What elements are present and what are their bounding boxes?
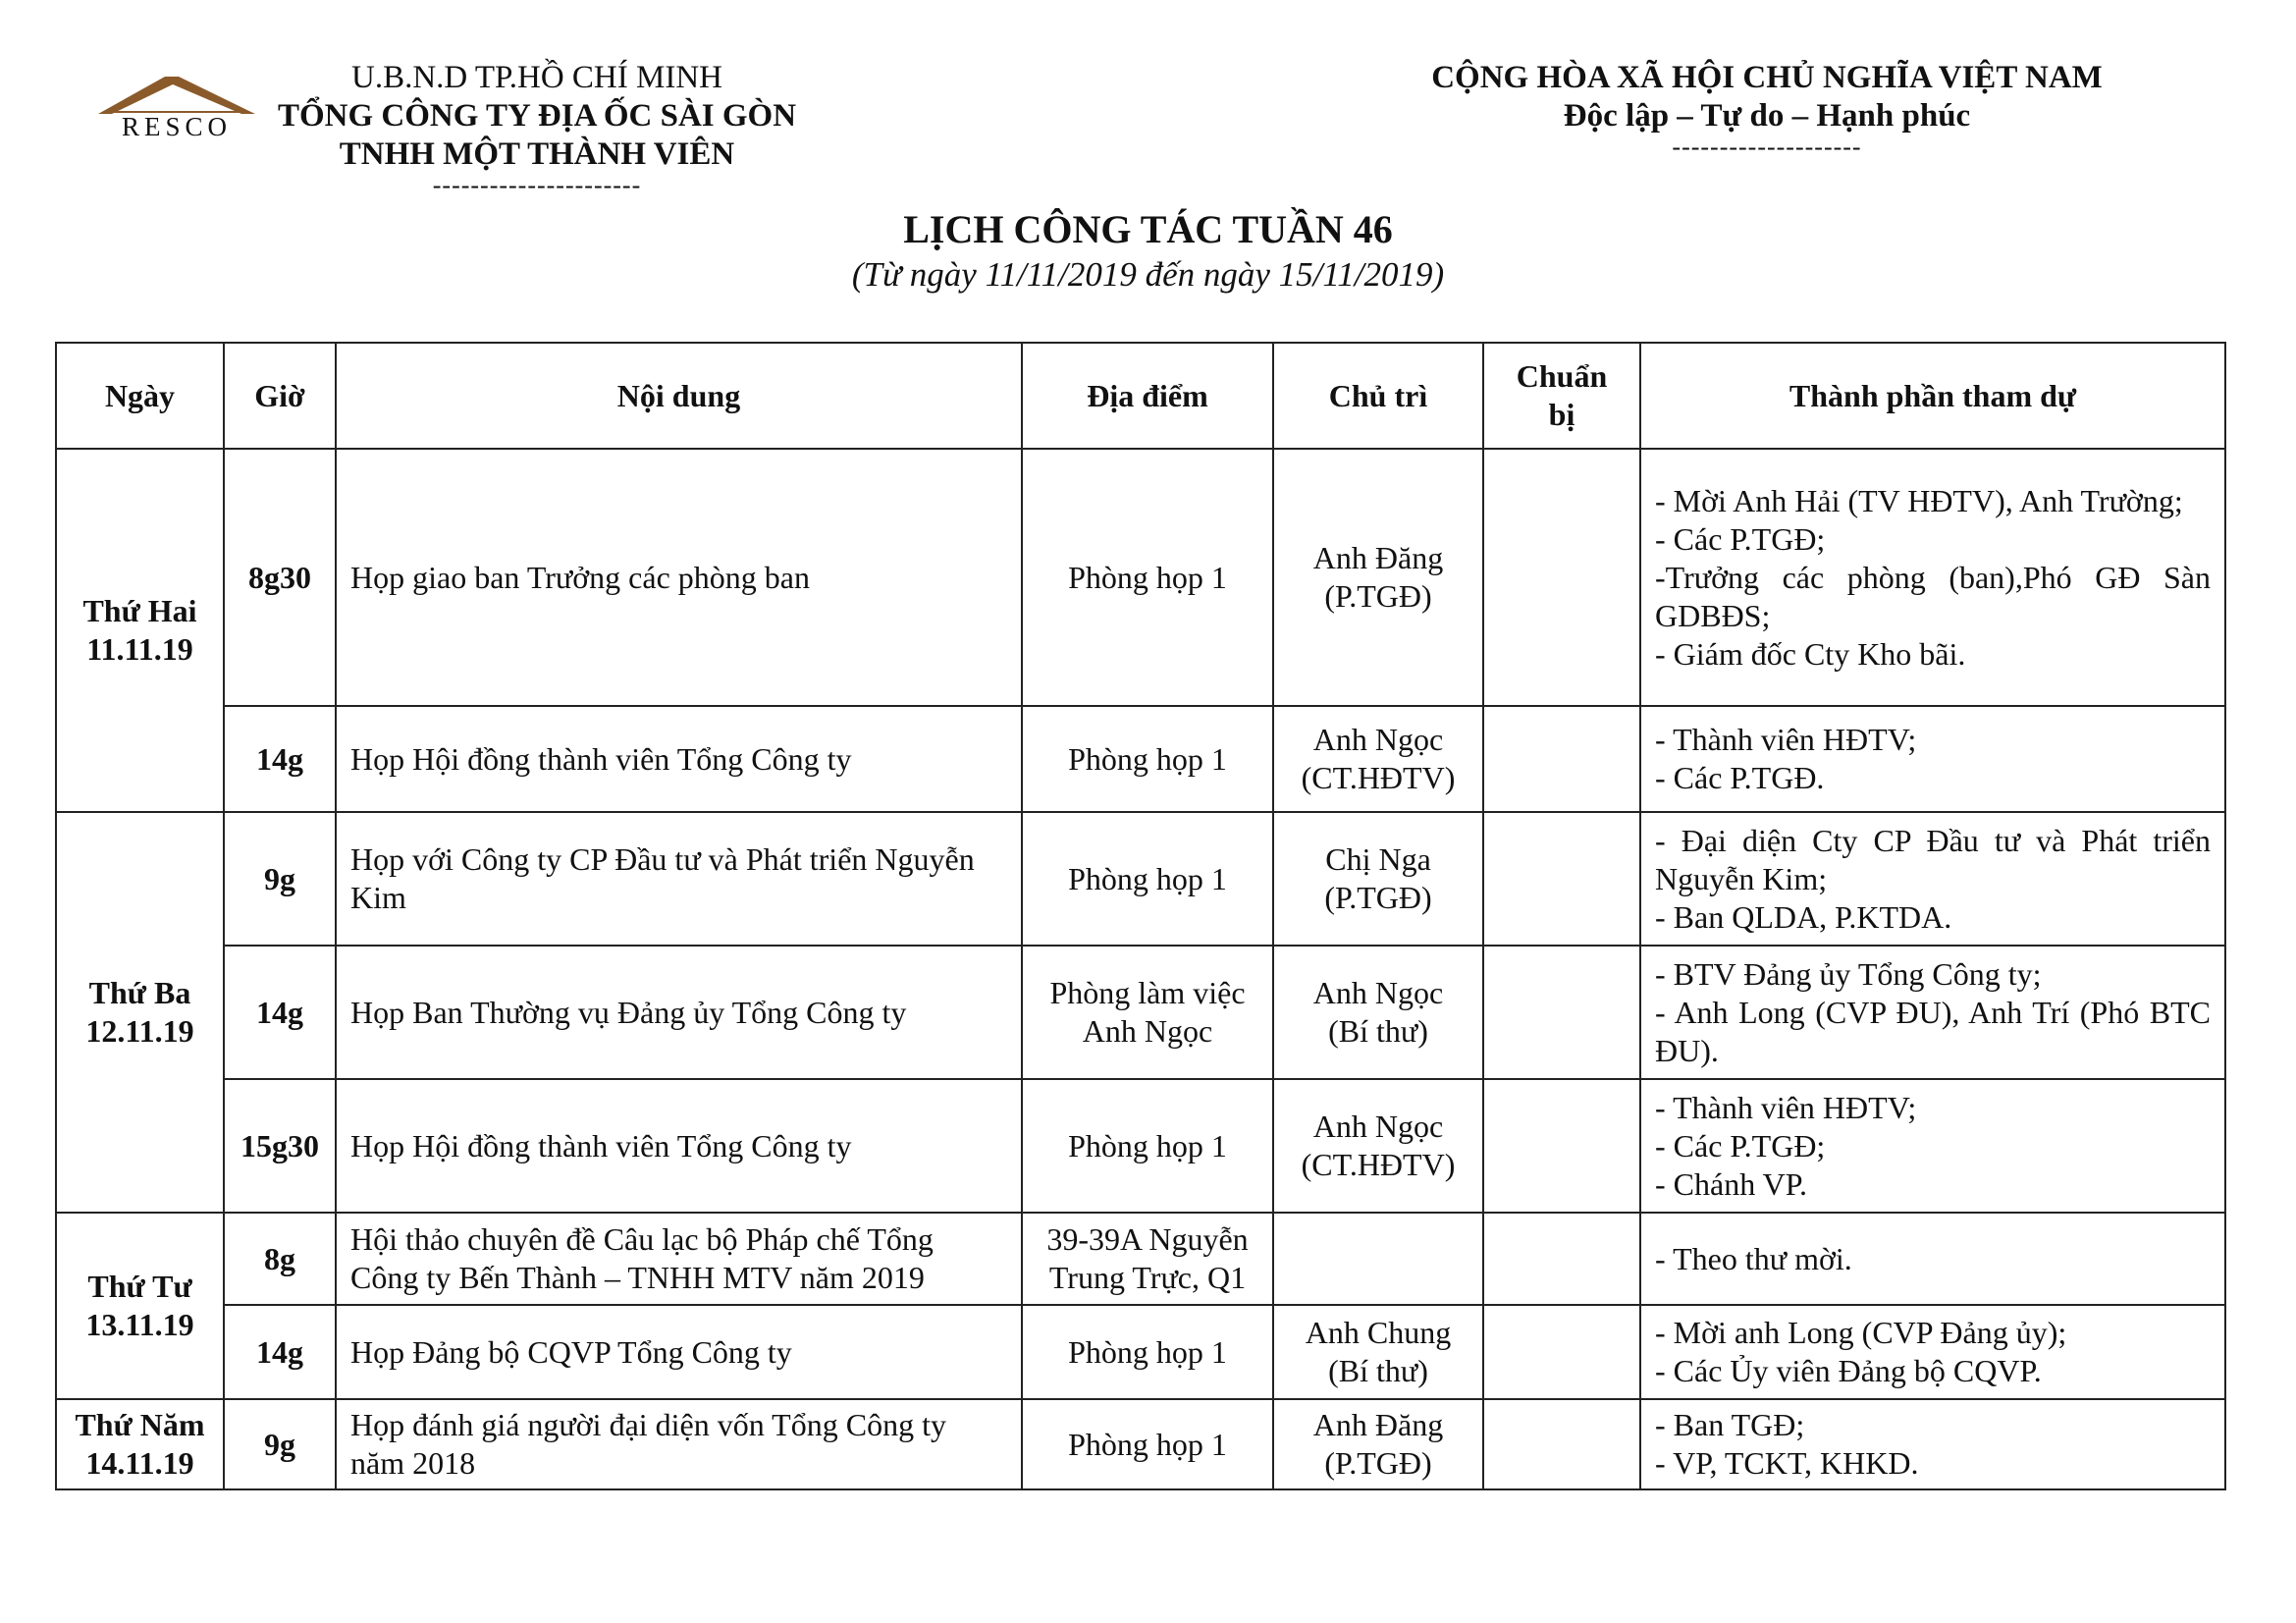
location-cell: Phòng làm việc Anh Ngọc [1022, 946, 1273, 1079]
time-cell: 9g [224, 1399, 336, 1489]
attendee-line: - Các P.TGĐ; [1655, 520, 1826, 557]
time-cell: 14g [224, 706, 336, 812]
content-cell: Hội thảo chuyên đề Câu lạc bộ Pháp chế Tổng Công ty Bến Thành – TNHH MTV năm 2019 [336, 1213, 1022, 1305]
company-logo [94, 73, 259, 141]
attendee-line: - Thành viên HĐTV; [1655, 722, 1917, 757]
time-cell: 9g [224, 812, 336, 946]
host-cell [1273, 1079, 1483, 1213]
prep-cell [1483, 449, 1640, 706]
time-cell: 8g [224, 1213, 336, 1305]
prep-cell [1483, 1305, 1640, 1399]
day-cell [56, 1399, 224, 1489]
table-row [56, 449, 2225, 706]
attendees-cell [1640, 1079, 2225, 1213]
day-date: 11.11.19 [86, 631, 193, 667]
document-subtitle: (Từ ngày 11/11/2019 đến ngày 15/11/2019) [851, 255, 1445, 294]
host-role: (CT.HĐTV) [1301, 1147, 1456, 1182]
location-cell: Phòng họp 1 [1022, 812, 1273, 946]
attendee-line: - Các P.TGĐ. [1655, 760, 1825, 795]
host-name: Anh Đăng [1312, 1407, 1444, 1442]
location-cell: Phòng họp 1 [1022, 1399, 1273, 1489]
prep-cell [1483, 1079, 1640, 1213]
host-name: Anh Ngọc [1312, 1109, 1444, 1144]
location-cell: Phòng họp 1 [1022, 1079, 1273, 1213]
location-cell: Phòng họp 1 [1022, 706, 1273, 812]
day-cell [56, 449, 224, 812]
host-cell [1273, 1213, 1483, 1305]
attendee-line: - Ban TGĐ; [1655, 1407, 1805, 1442]
host-role: (P.TGĐ) [1324, 578, 1432, 614]
roof-logo-icon [94, 73, 259, 116]
day-name: Thứ Tư [87, 1269, 192, 1304]
nation-line-1: CỘNG HÒA XÃ HỘI CHỦ NGHĨA VIỆT NAM [1431, 60, 2103, 95]
attendee-line: - Ban QLDA, P.KTDA. [1655, 898, 1952, 935]
day-name: Thứ Năm [75, 1407, 205, 1442]
prep-cell [1483, 812, 1640, 946]
day-date: 13.11.19 [85, 1307, 194, 1342]
location-cell: Phòng họp 1 [1022, 449, 1273, 706]
table-row [56, 946, 2225, 1079]
column-header-location: Địa điểm [1022, 343, 1273, 449]
attendees-cell [1640, 1399, 2225, 1489]
prep-cell [1483, 946, 1640, 1079]
org-line-1: U.B.N.D TP.HỒ CHÍ MINH [350, 60, 722, 95]
table-row [56, 1213, 2225, 1305]
nation-line-2: Độc lập – Tự do – Hạnh phúc [1563, 98, 1971, 134]
day-date: 12.11.19 [85, 1013, 194, 1049]
attendees-cell [1640, 1213, 2225, 1305]
host-cell [1273, 1305, 1483, 1399]
location-cell: 39-39A Nguyễn Trung Trực, Q1 [1022, 1213, 1273, 1305]
host-cell [1273, 946, 1483, 1079]
host-role: (Bí thư) [1328, 1353, 1428, 1388]
attendee-line: - Giám đốc Cty Kho bãi. [1655, 635, 1966, 672]
prep-cell [1483, 706, 1640, 812]
column-header-content: Nội dung [336, 343, 1022, 449]
time-cell: 14g [224, 946, 336, 1079]
org-line-3: TNHH MỘT THÀNH VIÊN [339, 136, 735, 172]
weekly-schedule-table [55, 342, 2226, 1490]
attendee-line: - Các P.TGĐ; [1655, 1127, 1826, 1163]
column-header-day: Ngày [56, 343, 224, 449]
host-role: (Bí thư) [1328, 1013, 1428, 1049]
day-date: 14.11.19 [85, 1445, 194, 1481]
host-role: (P.TGĐ) [1324, 1445, 1432, 1481]
attendees-cell [1640, 706, 2225, 812]
content-cell: Họp đánh giá người đại diện vốn Tổng Công ty năm 2018 [336, 1399, 1022, 1489]
host-cell [1273, 812, 1483, 946]
attendee-line: - Chánh VP. [1655, 1165, 1807, 1202]
column-header-attendees: Thành phần tham dự [1640, 343, 2225, 449]
host-name: Chị Nga [1325, 841, 1431, 877]
table-row [56, 706, 2225, 812]
column-header-host: Chủ trì [1273, 343, 1483, 449]
content-cell: Họp Đảng bộ CQVP Tổng Công ty [336, 1305, 1022, 1399]
host-name: Anh Đăng [1312, 540, 1444, 575]
attendee-line: - Theo thư mời. [1655, 1240, 1852, 1276]
content-cell: Họp Hội đồng thành viên Tổng Công ty [336, 1079, 1022, 1213]
org-divider: ---------------------- [432, 171, 642, 199]
content-cell: Họp giao ban Trưởng các phòng ban [336, 449, 1022, 706]
day-name: Thứ Ba [88, 975, 191, 1010]
attendee-line: - Các Ủy viên Đảng bộ CQVP. [1655, 1353, 2042, 1388]
content-cell: Họp với Công ty CP Đầu tư và Phát triển Nguyễn Kim [336, 812, 1022, 946]
attendee-line: - VP, TCKT, KHKD. [1655, 1445, 1919, 1481]
table-row [56, 1399, 2225, 1489]
prep-cell [1483, 1399, 1640, 1489]
prep-cell [1483, 1213, 1640, 1305]
national-motto-header [1276, 59, 2258, 159]
attendee-line: - Mời anh Long (CVP Đảng ủy); [1655, 1315, 2067, 1350]
host-name: Anh Ngọc [1312, 975, 1444, 1010]
host-role: (P.TGĐ) [1324, 880, 1432, 915]
attendees-cell [1640, 1305, 2225, 1399]
time-cell: 8g30 [224, 449, 336, 706]
attendees-cell [1640, 946, 2225, 1079]
host-role: (CT.HĐTV) [1301, 760, 1456, 795]
attendees-cell [1640, 449, 2225, 706]
organization-header [257, 59, 817, 197]
day-cell [56, 1213, 224, 1399]
attendee-line: -Trưởng các phòng (ban),Phó GĐ Sàn GDBĐS; [1655, 559, 2211, 633]
day-name: Thứ Hai [82, 593, 197, 628]
table-header-row [56, 343, 2225, 449]
attendee-line: - BTV Đảng ủy Tổng Công ty; [1655, 955, 2042, 992]
attendees-cell [1640, 812, 2225, 946]
attendee-line: - Thành viên HĐTV; [1655, 1089, 1917, 1125]
host-name: Anh Ngọc [1312, 722, 1444, 757]
content-cell: Họp Hội đồng thành viên Tổng Công ty [336, 706, 1022, 812]
host-name: Anh Chung [1305, 1315, 1452, 1350]
org-line-2: TỔNG CÔNG TY ĐỊA ỐC SÀI GÒN [277, 98, 797, 134]
table-row [56, 1079, 2225, 1213]
host-cell [1273, 449, 1483, 706]
prep-header-line-1: Chuẩn [1516, 358, 1608, 394]
logo-wordmark: RESCO [121, 112, 233, 141]
day-cell [56, 812, 224, 1213]
time-cell: 15g30 [224, 1079, 336, 1213]
column-header-prep [1483, 343, 1640, 449]
location-cell: Phòng họp 1 [1022, 1305, 1273, 1399]
attendee-line: - Anh Long (CVP ĐU), Anh Trí (Phó BTC ĐU). [1655, 994, 2211, 1068]
host-cell [1273, 706, 1483, 812]
document-title: LỊCH CÔNG TÁC TUẦN 46 [903, 207, 1393, 251]
attendee-line: - Đại diện Cty CP Đầu tư và Phát triển Nguyễn Kim; [1655, 822, 2211, 896]
attendee-line: - Mời Anh Hải (TV HĐTV), Anh Trường; [1655, 482, 2183, 518]
prep-header-line-2: bị [1548, 397, 1575, 432]
nation-divider: -------------------- [1672, 133, 1862, 161]
host-cell [1273, 1399, 1483, 1489]
content-cell: Họp Ban Thường vụ Đảng ủy Tổng Công ty [336, 946, 1022, 1079]
time-cell: 14g [224, 1305, 336, 1399]
table-row [56, 812, 2225, 946]
column-header-time: Giờ [224, 343, 336, 449]
table-row [56, 1305, 2225, 1399]
